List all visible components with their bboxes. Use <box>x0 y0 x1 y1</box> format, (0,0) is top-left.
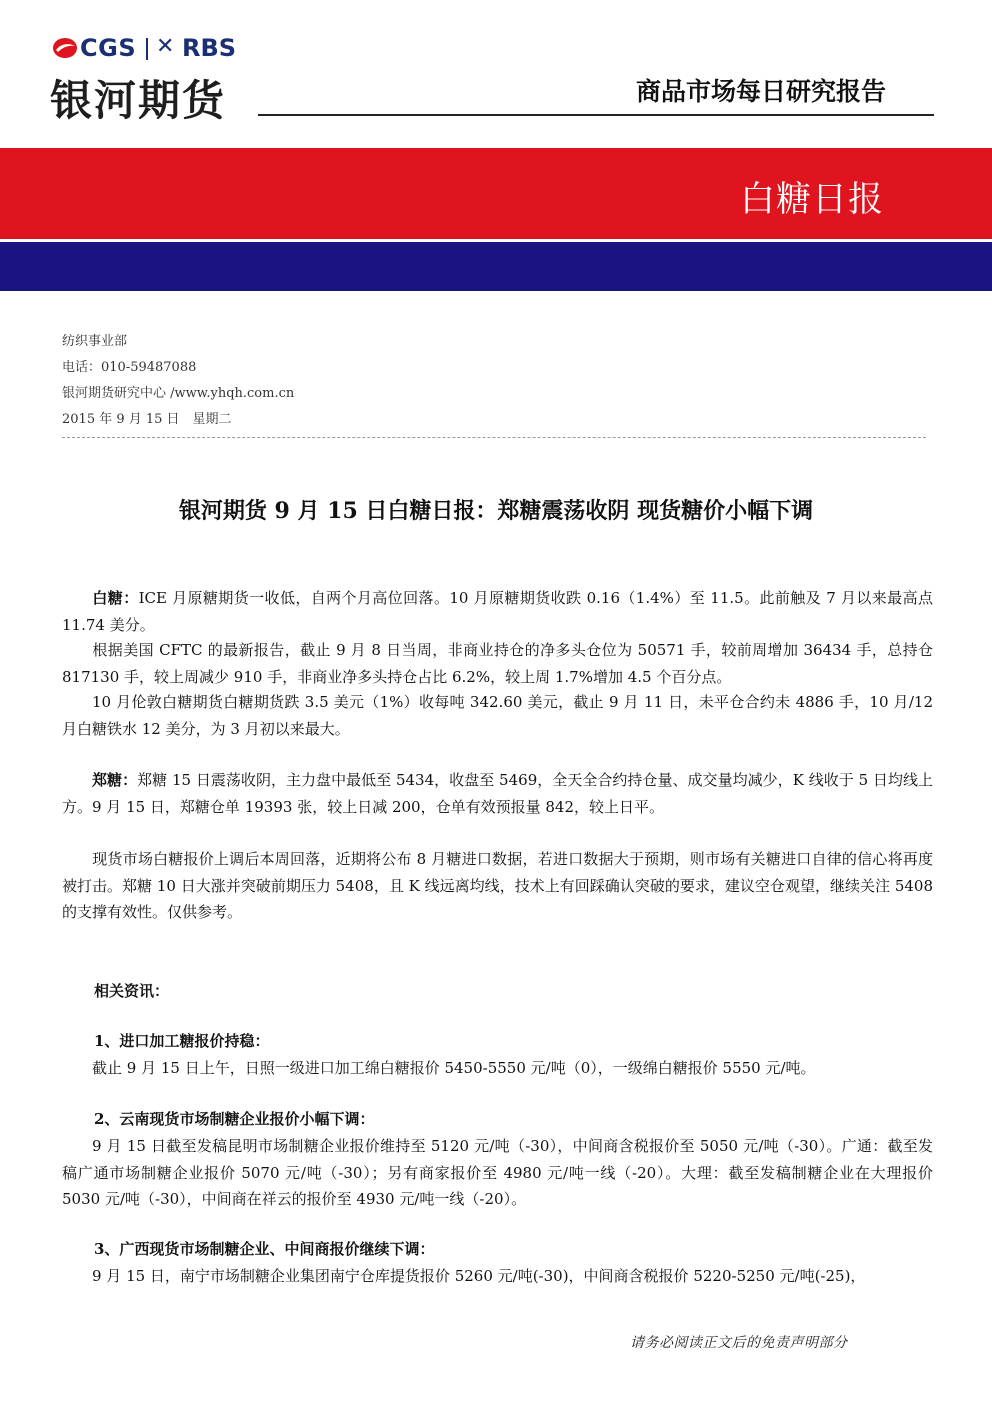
news-heading: 相关资讯： <box>94 982 170 1000</box>
contact-dept: 纺织事业部 <box>62 334 128 349</box>
news-item-text <box>62 1263 933 1290</box>
news-item-2-text: 9 月 15 日截至发稿昆明市场制糖企业报价维持至 5120 元/吨（-30），中间商含税报价至 5050 元/吨（-30）。广通：截至发稿广通市场制糖企业报价 5070 元/吨（-30）；另有商家报价至 4980 元/吨一线（-20）。大理：截至发稿制糖企业在大理报价 5030 元/吨（-30），中间商在祥云的报价至 4930 元/吨一线（-20）。 <box>62 1137 933 1208</box>
dashed-divider <box>62 437 926 438</box>
logo-divider <box>146 38 148 60</box>
label-sugar: 白糖： <box>92 589 139 607</box>
cgs-logo-icon <box>52 37 78 59</box>
paragraph-outlook-text: 现货市场白糖报价上调后本周回落，近期将公布 8 月糖进口数据，若进口数据大于预期，则市场有关糖进口自律的信心将再度被打击。郑糖 10 日大涨并突破前期压力 5408，且 K 线远离均线，技术上有回踩确认突破的要求，建议空仓观望，继续关注 5408 的支撑有效性。仅供参考。 <box>62 850 933 921</box>
report-title: 银河期货 9 月 15 日白糖日报：郑糖震荡收阴 现货糖价小幅下调 <box>178 498 814 524</box>
report-date: 2015 年 9 月 15 日 星期二 <box>62 412 232 427</box>
news-item-title: 2、云南现货市场制糖企业报价小幅下调： <box>94 1110 375 1128</box>
paragraph-sugar <box>62 585 933 638</box>
paragraph-sugar-text: ICE 月原糖期货一收低，自两个月高位回落。10 月原糖期货收跌 0.16（1.4%）至 11.5。此前触及 7 月以来最高点 11.74 美分。 <box>62 589 933 634</box>
paragraph-cftc <box>62 637 933 690</box>
disclaimer-footer: 请务必阅读正文后的免责声明部分 <box>630 1335 848 1351</box>
paragraph-london <box>62 689 933 742</box>
contact-phone: 电话：010-59487088 <box>62 360 197 375</box>
news-item-title: 3、广西现货市场制糖企业、中间商报价继续下调： <box>94 1240 435 1258</box>
news-item-3-text: 9 月 15 日，南宁市场制糖企业集团南宁仓库提货报价 5260 元/吨(-30)，中间商含税报价 5220-5250 元/吨(-25)， <box>92 1267 866 1285</box>
news-item-title: 1、进口加工糖报价持稳： <box>94 1032 270 1050</box>
paragraph-cftc-text: 根据美国 CFTC 的最新报告，截止 9 月 8 日当周，非商业持仓的净多头仓位为 50571 手，较前周增加 36434 手，总持仓 817130 手，较上周减少 910 手，非商业净多头持仓占比 6.2%，较上周 1.7%增加 4.5 个百分点。 <box>62 641 933 686</box>
news-item-text <box>62 1055 933 1082</box>
blue-band <box>0 242 992 291</box>
logo-rbs-text: RBS <box>182 34 237 62</box>
paragraph-zhengtang-text: 郑糖 15 日震荡收阴，主力盘中最低至 5434，收盘至 5469，全天全合约持仓量、成交量均减少，K 线收于 5 日均线上方。9 月 15 日，郑糖仓单 19393 张，较上日减 200，仓单有效预报量 842，较上日平。 <box>62 771 933 816</box>
logo-cgs-text: CGS <box>80 34 137 62</box>
paragraph-zhengtang <box>62 767 933 820</box>
news-item-text <box>62 1133 933 1213</box>
company-name: 银河期货 <box>50 76 227 125</box>
rbs-logo-icon: ✕ <box>156 34 175 59</box>
news-item-1-text: 截止 9 月 15 日上午，日照一级进口加工绵白糖报价 5450-5550 元/吨（0），一级绵白糖报价 5550 元/吨。 <box>92 1059 816 1077</box>
paragraph-london-text: 10 月伦敦白糖期货白糖期货跌 3.5 美元（1%）收每吨 342.60 美元，截止 9 月 11 日，未平仓合约未 4886 手，10 月/12 月白糖铁水 12 美分，为 3 月初以来最大。 <box>62 693 933 738</box>
contact-web: 银河期货研究中心 /www.yhqh.com.cn <box>62 386 295 401</box>
band-title: 白糖日报 <box>740 180 885 220</box>
report-type: 商品市场每日研究报告 <box>636 77 887 106</box>
label-zhengtang: 郑糖： <box>92 771 138 789</box>
header-rule <box>258 114 934 116</box>
paragraph-outlook <box>62 846 933 926</box>
